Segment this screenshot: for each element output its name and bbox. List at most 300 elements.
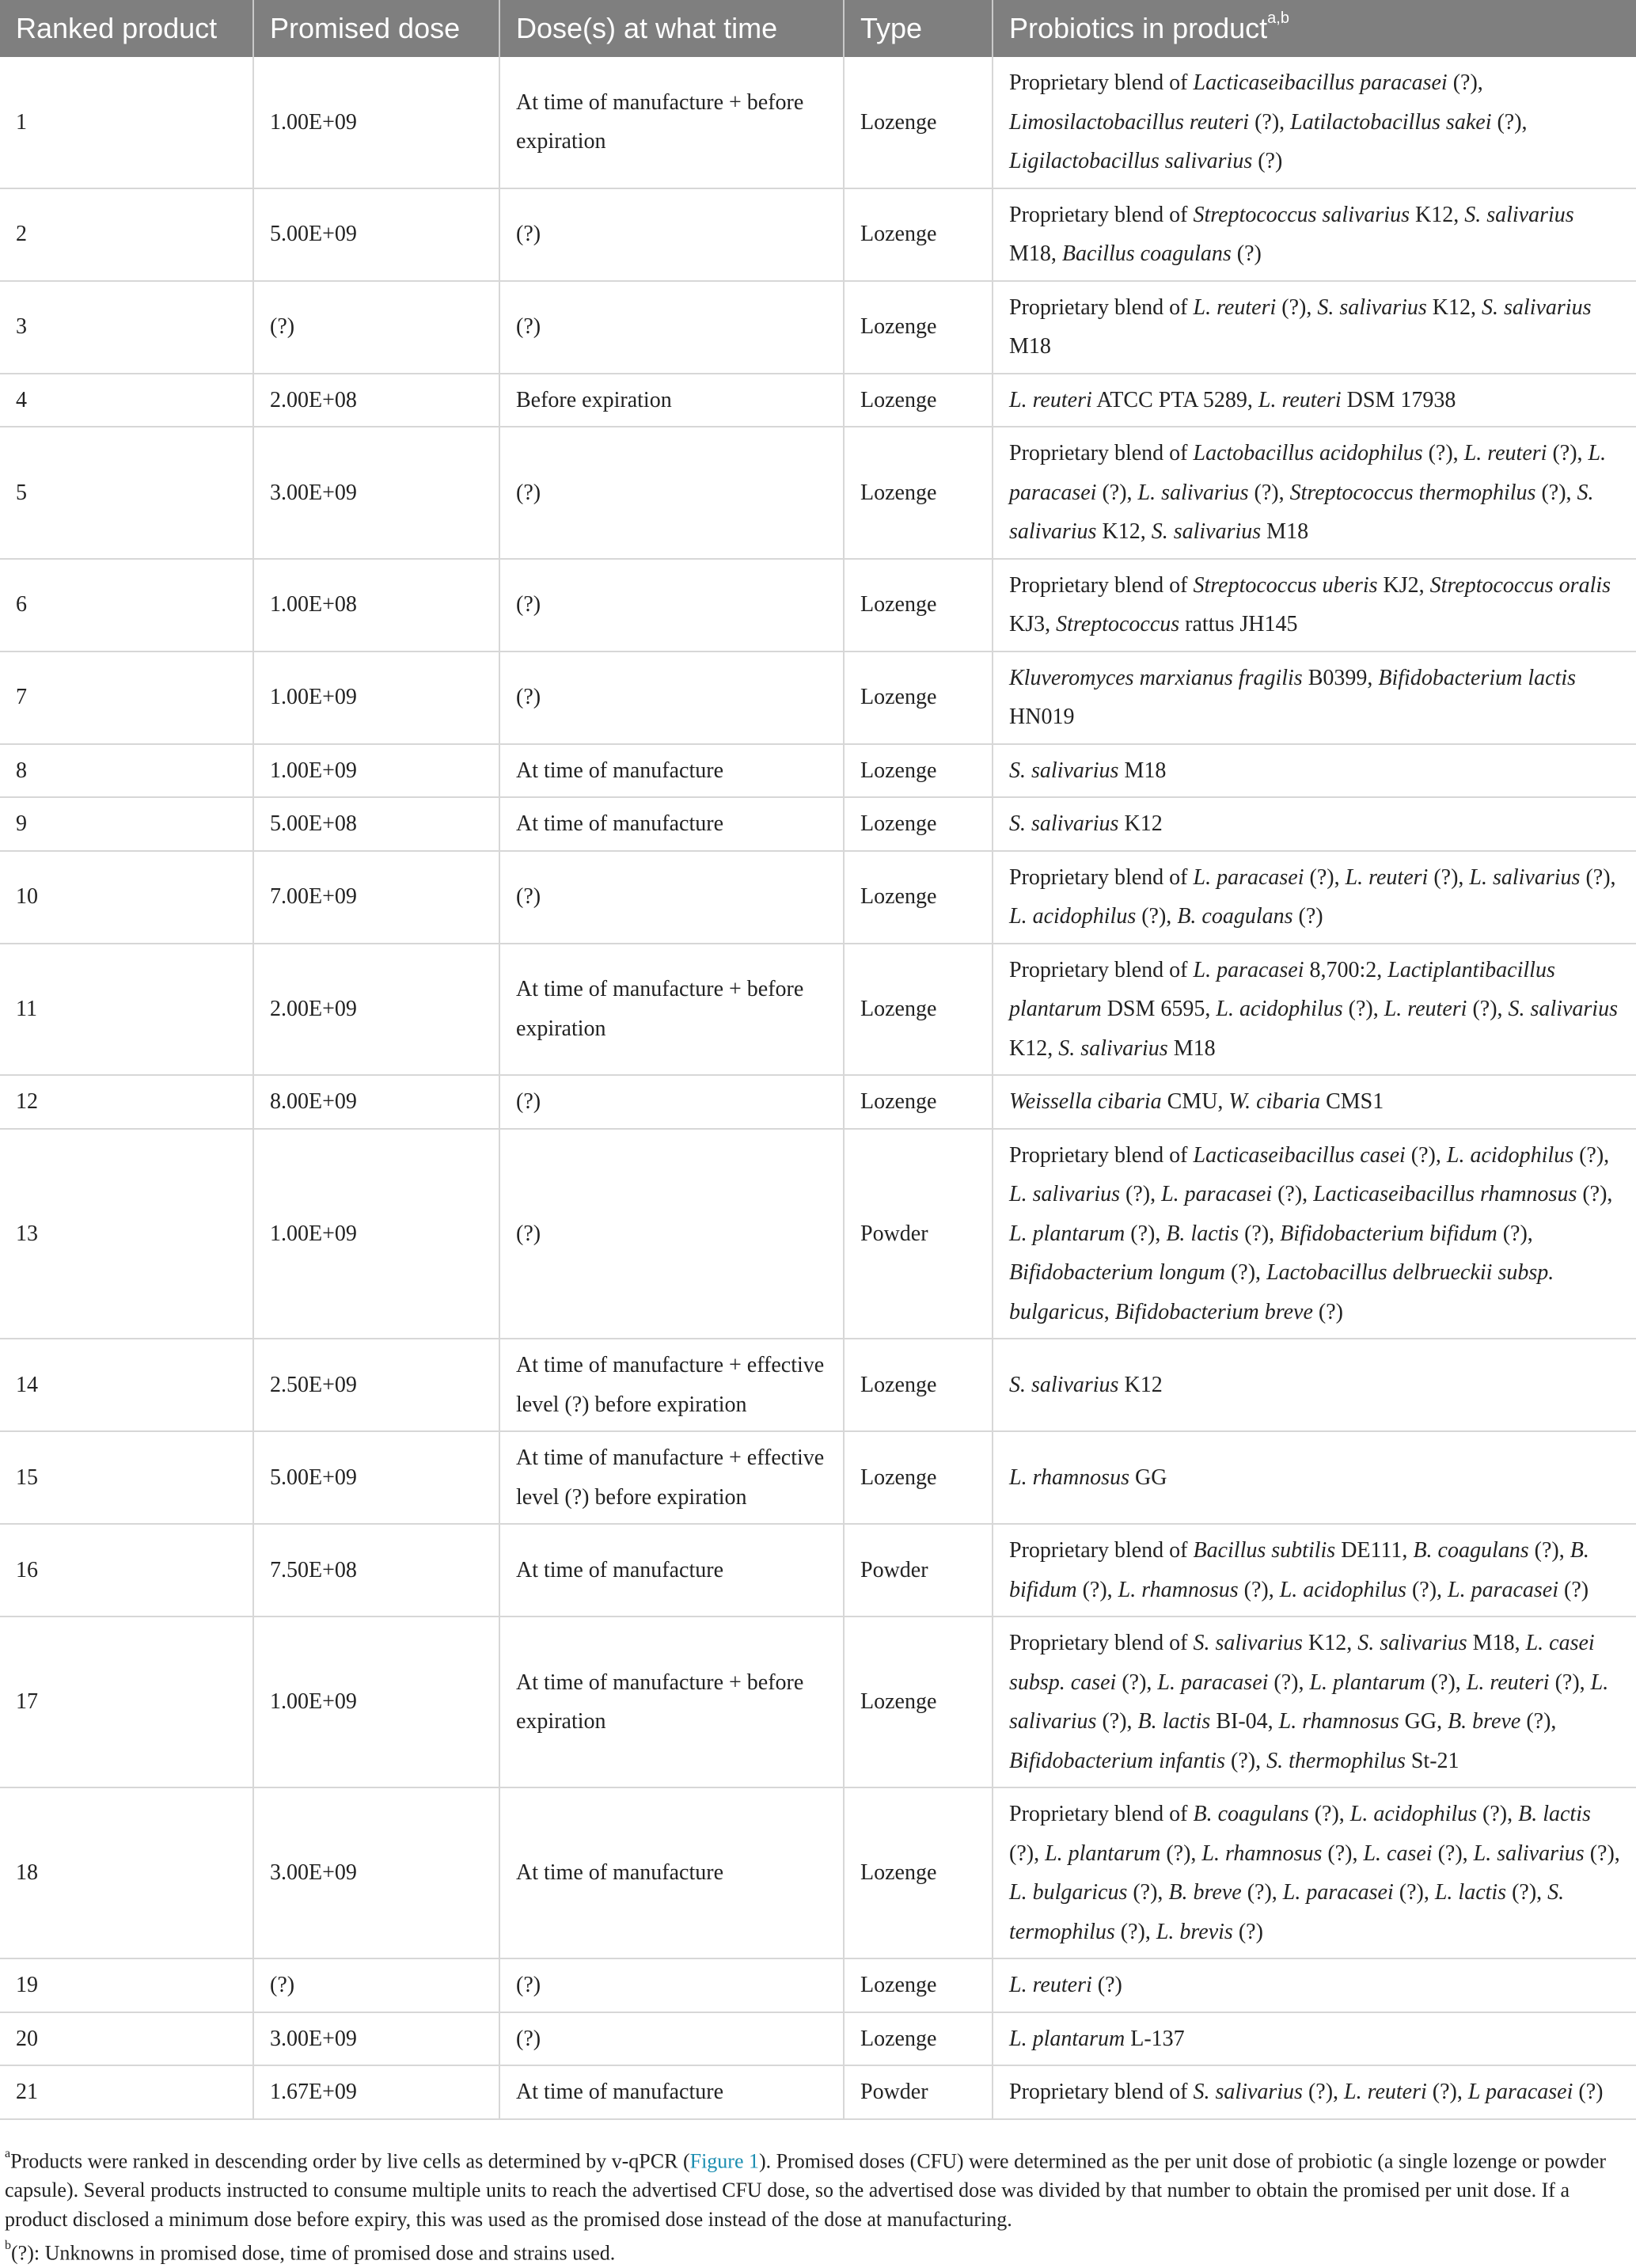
table-row [0, 851, 1636, 944]
probiotic-text: Proprietary blend of [1009, 70, 1194, 95]
cell-rank: 17 [0, 1616, 253, 1787]
species-name: S. salivarius [1193, 2080, 1303, 2104]
species-name: B. lactis [1166, 1221, 1239, 1246]
footnote-a-text-2: ). Promised doses (CFU) were determined as the per unit dose of probiotic (a single lozenge or powder capsule). Several products instructed to consume multiple units to reach the advertised CFU dose, so the advertised dose was divided by that number to obtain the promised per unit dose. If a product disclosed a minimum dose before expiry, this was used as the promised dose instead of the dose at manufacturing. [5, 2149, 1607, 2232]
cell-promised-dose: 5.00E+08 [253, 797, 499, 851]
table-row [0, 57, 1636, 188]
probiotic-text: (?), [1276, 294, 1318, 320]
cell-dose-time: (?) [499, 2012, 844, 2066]
cell-rank: 20 [0, 2012, 253, 2066]
probiotic-text: (?) [1091, 1973, 1122, 1997]
cell-dose-time: At time of manufacture [499, 744, 844, 798]
probiotic-text: (?), [1580, 864, 1616, 890]
cell-probiotics [993, 427, 1636, 559]
probiotic-text: (?), [1535, 480, 1577, 505]
probiotic-text: L-137 [1125, 2026, 1185, 2051]
cell-promised-dose: 3.00E+09 [253, 1787, 499, 1958]
table-row [0, 797, 1636, 851]
species-name: Lactiplantibacillus plantarum [1009, 957, 1555, 1021]
probiotic-text: (?) [1573, 2080, 1604, 2104]
species-name: Latilactobacillus sakei [1290, 109, 1492, 135]
table-row [0, 1075, 1636, 1129]
cell-rank: 2 [0, 188, 253, 281]
cell-type: Lozenge [844, 559, 993, 652]
species-name: Weissella cibaria [1009, 1089, 1162, 1114]
species-name: L. casei subsp. casei [1009, 1631, 1595, 1695]
probiotic-text: M18 [1167, 1035, 1216, 1061]
cell-rank: 19 [0, 1958, 253, 2012]
cell-rank: 8 [0, 744, 253, 798]
cell-type: Lozenge [844, 281, 993, 374]
cell-dose-time: At time of manufacture + before expiration [499, 1616, 844, 1787]
cell-rank: 6 [0, 559, 253, 652]
probiotic-text: (?), [1497, 1221, 1533, 1246]
species-name: L. acidophilus [1279, 1577, 1406, 1602]
cell-promised-dose: 1.00E+08 [253, 559, 499, 652]
cell-dose-time: (?) [499, 652, 844, 744]
cell-probiotics [993, 2012, 1636, 2066]
species-name: L paracasei [1467, 2080, 1573, 2104]
probiotic-text: (?), [1322, 1841, 1364, 1866]
cell-probiotics [993, 374, 1636, 427]
cell-type: Lozenge [844, 2012, 993, 2066]
probiotic-text: BI-04, [1210, 1709, 1279, 1734]
probiotic-text: (?), [1477, 1802, 1519, 1826]
species-name: L. salivarius [1009, 1670, 1609, 1734]
probiotic-text: (?), [1225, 1748, 1267, 1773]
cell-dose-time: At time of manufacture [499, 1524, 844, 1616]
species-name: S. salivarius [1151, 519, 1262, 544]
probiotic-text: Proprietary blend of [1009, 1142, 1194, 1168]
species-name: L. reuteri [1463, 441, 1547, 465]
species-name: S. salivarius [1009, 811, 1119, 836]
cell-type: Lozenge [844, 1787, 993, 1958]
probiotic-text: (?), [1432, 1841, 1474, 1866]
probiotic-text: (?), [1308, 1802, 1350, 1826]
species-name: W. cibaria [1228, 1089, 1321, 1114]
cell-promised-dose: 2.50E+09 [253, 1339, 499, 1431]
species-name: L. rhamnosus [1118, 1577, 1239, 1602]
species-name: B. coagulans [1413, 1538, 1529, 1563]
table-row [0, 944, 1636, 1076]
probiotic-text: (?), [1577, 1182, 1613, 1206]
probiotic-text: M18, [1467, 1631, 1526, 1655]
cell-rank: 10 [0, 851, 253, 944]
probiotic-text: DSM 17938 [1341, 387, 1456, 412]
table-row [0, 1787, 1636, 1958]
probiotic-text: CMU, [1161, 1089, 1229, 1114]
species-name: S. termophilus [1009, 1880, 1565, 1944]
probiotic-text: (?), [1447, 70, 1483, 95]
probiotic-text: Proprietary blend of [1009, 864, 1194, 890]
cell-promised-dose: 1.00E+09 [253, 652, 499, 744]
probiotic-text: (?), [1136, 904, 1178, 929]
cell-probiotics [993, 1787, 1636, 1958]
probiotic-text: (?) [1231, 241, 1262, 266]
cell-rank: 3 [0, 281, 253, 374]
footnote-a [5, 2142, 1622, 2235]
probiotic-text: (?), [1116, 1670, 1158, 1695]
probiotic-text: CMS1 [1320, 1089, 1384, 1114]
species-name: S. salivarius [1317, 294, 1427, 320]
probiotic-text: (?), [1304, 864, 1346, 890]
species-name: Streptococcus thermophilus [1289, 480, 1536, 505]
species-name: L. reuteri [1384, 997, 1467, 1021]
table-row [0, 2012, 1636, 2066]
cell-type: Powder [844, 2065, 993, 2119]
probiotic-text: (?), [1248, 480, 1290, 505]
cell-probiotics [993, 57, 1636, 188]
species-name: L. paracasei [1448, 1577, 1559, 1602]
probiotic-text: KJ3, [1009, 612, 1057, 636]
species-name: Streptococcus uberis [1193, 572, 1378, 598]
species-name: Bacillus subtilis [1193, 1538, 1336, 1563]
cell-dose-time: At time of manufacture + effective level (?) before expiration [499, 1339, 844, 1431]
cell-promised-dose: 2.00E+08 [253, 374, 499, 427]
species-name: B. lactis [1518, 1802, 1591, 1826]
cell-promised-dose: 7.50E+08 [253, 1524, 499, 1616]
probiotic-text: (?), [1160, 1841, 1202, 1866]
probiotic-text: K12 [1118, 1372, 1163, 1397]
probiotic-text: (?), [1272, 1182, 1314, 1206]
table-row [0, 374, 1636, 427]
header-dose-time: Dose(s) at what time [499, 0, 844, 57]
probiotic-text: (?) [1558, 1577, 1589, 1602]
species-name: S. salivarius [1482, 294, 1592, 320]
species-name: B. coagulans [1177, 904, 1293, 929]
species-name: Bacillus coagulans [1061, 241, 1232, 266]
cell-type: Lozenge [844, 188, 993, 281]
species-name: B. breve [1168, 1880, 1242, 1905]
table-header [0, 0, 1636, 57]
species-name: Lacticaseibacillus rhamnosus [1313, 1182, 1577, 1206]
probiotic-text: St-21 [1405, 1748, 1459, 1773]
species-name: S. thermophilus [1266, 1748, 1406, 1773]
species-name: L. reuteri [1344, 2080, 1427, 2104]
species-name: L. salivarius [1469, 864, 1581, 890]
species-name: S. salivarius [1357, 1631, 1467, 1655]
species-name: Streptococcus [1056, 612, 1180, 636]
species-name: L. paracasei [1193, 957, 1304, 982]
probiotic-text: GG, [1399, 1709, 1448, 1734]
probiotic-text: (?), [1491, 109, 1528, 135]
header-ranked-product: Ranked product [0, 0, 253, 57]
cell-dose-time: (?) [499, 1129, 844, 1339]
species-name: L. plantarum [1009, 2026, 1125, 2051]
table-row [0, 2065, 1636, 2119]
table-row [0, 1339, 1636, 1431]
cell-dose-time: (?) [499, 1958, 844, 2012]
probiotic-text: (?), [1120, 1182, 1162, 1206]
species-name: L. rhamnosus [1278, 1709, 1399, 1734]
cell-promised-dose: 2.00E+09 [253, 944, 499, 1076]
cell-probiotics [993, 1339, 1636, 1431]
cell-probiotics [993, 1524, 1636, 1616]
probiotic-text: K12, [1426, 294, 1482, 320]
probiotic-text: (?), [1422, 441, 1464, 465]
cell-probiotics [993, 1129, 1636, 1339]
cell-probiotics [993, 281, 1636, 374]
cell-dose-time: (?) [499, 1075, 844, 1129]
table-row [0, 1431, 1636, 1524]
species-name: L. reuteri [1009, 1973, 1092, 1997]
probiotic-text: , [1103, 1299, 1115, 1324]
probiotic-text: Proprietary blend of [1009, 202, 1194, 227]
cell-promised-dose: 5.00E+09 [253, 1431, 499, 1524]
cell-dose-time: At time of manufacture + effective level (?) before expiration [499, 1431, 844, 1524]
species-name: Limosilactobacillus reuteri [1009, 109, 1250, 135]
footnote-a-mark: a [5, 2146, 11, 2160]
cell-type: Lozenge [844, 427, 993, 559]
probiotic-text: (?) [1232, 1919, 1263, 1944]
species-name: S. salivarius [1009, 1372, 1119, 1397]
cell-rank: 16 [0, 1524, 253, 1616]
table-row [0, 559, 1636, 652]
probiotic-text: (?), [1238, 1577, 1280, 1602]
cell-dose-time: At time of manufacture [499, 1787, 844, 1958]
probiotic-text: (?), [1520, 1709, 1557, 1734]
species-name: L. reuteri [1009, 387, 1092, 412]
probiotic-text: M18, [1009, 241, 1062, 266]
cell-promised-dose: 7.00E+09 [253, 851, 499, 944]
species-name: L. salivarius [1473, 1841, 1585, 1866]
species-name: L. reuteri [1345, 864, 1429, 890]
species-name: L. acidophilus [1446, 1142, 1574, 1168]
cell-type: Lozenge [844, 744, 993, 798]
cell-probiotics [993, 851, 1636, 944]
cell-probiotics [993, 652, 1636, 744]
header-footnote-marks: a,b [1267, 9, 1289, 27]
cell-dose-time: (?) [499, 427, 844, 559]
cell-dose-time: At time of manufacture [499, 2065, 844, 2119]
probiotic-text: Proprietary blend of [1009, 1802, 1194, 1826]
cell-type: Lozenge [844, 1616, 993, 1787]
cell-dose-time: At time of manufacture + before expiration [499, 57, 844, 188]
probiotic-text: (?) [1252, 149, 1283, 173]
species-name: B. bifidum [1009, 1538, 1589, 1602]
cell-promised-dose: 1.00E+09 [253, 57, 499, 188]
cell-promised-dose: 3.00E+09 [253, 427, 499, 559]
probiotic-text: (?), [1114, 1919, 1156, 1944]
species-name: L. bulgaricus [1009, 1880, 1128, 1905]
species-name: L. lactis [1434, 1880, 1507, 1905]
footnotes [0, 2142, 1636, 2268]
table-row [0, 188, 1636, 281]
species-name: S. salivarius [1009, 480, 1594, 544]
species-name: L. paracasei [1009, 441, 1607, 505]
species-name: Streptococcus oralis [1429, 572, 1611, 598]
cell-type: Powder [844, 1524, 993, 1616]
cell-promised-dose: 5.00E+09 [253, 188, 499, 281]
probiotic-text: K12, [1009, 1035, 1059, 1061]
cell-rank: 15 [0, 1431, 253, 1524]
probiotic-text: ATCC PTA 5289, [1091, 387, 1258, 412]
footnote-b-text: (?): Unknowns in promised dose, time of promised dose and strains used. [11, 2241, 616, 2265]
header-row [0, 0, 1636, 57]
probiotic-text: (?), [1125, 1221, 1167, 1246]
species-name: L. plantarum [1045, 1841, 1161, 1866]
probiotic-text: (?), [1428, 864, 1470, 890]
cell-probiotics [993, 559, 1636, 652]
probiotic-text: (?), [1096, 480, 1138, 505]
table-row [0, 281, 1636, 374]
species-name: Bifidobacterium bifidum [1280, 1221, 1497, 1246]
probiotic-text: (?), [1467, 997, 1509, 1021]
table-row [0, 1958, 1636, 2012]
probiotic-text: (?), [1076, 1577, 1118, 1602]
probiotic-text: (?), [1342, 997, 1384, 1021]
cell-promised-dose: 1.00E+09 [253, 1616, 499, 1787]
species-name: L. acidophilus [1349, 1802, 1478, 1826]
cell-type: Lozenge [844, 1431, 993, 1524]
cell-type: Lozenge [844, 797, 993, 851]
probiotic-text: Proprietary blend of [1009, 294, 1194, 320]
species-name: Streptococcus salivarius [1193, 202, 1410, 227]
probiotic-text: (?), [1405, 1142, 1447, 1168]
cell-promised-dose: (?) [253, 1958, 499, 2012]
species-name: L. acidophilus [1009, 904, 1137, 929]
species-name: B. lactis [1137, 1709, 1211, 1734]
table-row [0, 427, 1636, 559]
probiotic-text: DSM 6595, [1101, 997, 1217, 1021]
probiotic-text: M18 [1009, 334, 1051, 359]
probiotic-text: Proprietary blend of [1009, 441, 1194, 465]
probiotic-text: rattus JH145 [1179, 612, 1298, 636]
cell-rank: 9 [0, 797, 253, 851]
probiotic-text: M18 [1261, 519, 1309, 544]
probiotic-text: (?), [1241, 1880, 1283, 1905]
species-name: L. reuteri [1193, 294, 1277, 320]
probiotic-text: (?), [1302, 2080, 1345, 2104]
cell-probiotics [993, 1431, 1636, 1524]
cell-dose-time: (?) [499, 188, 844, 281]
cell-probiotics [993, 1958, 1636, 2012]
cell-probiotics [993, 2065, 1636, 2119]
probiotic-text: (?), [1249, 109, 1291, 135]
species-name: L. salivarius [1009, 1182, 1121, 1206]
cell-probiotics [993, 1616, 1636, 1787]
cell-dose-time: Before expiration [499, 374, 844, 427]
cell-probiotics [993, 1075, 1636, 1129]
species-name: L. rhamnosus [1201, 1841, 1323, 1866]
probiotic-text: (?), [1573, 1142, 1610, 1168]
footnote-b [5, 2234, 1622, 2268]
species-name: S. salivarius [1058, 1035, 1168, 1061]
species-name: L. reuteri [1466, 1670, 1550, 1695]
probiotic-text: KJ2, [1377, 572, 1430, 598]
table-row [0, 652, 1636, 744]
probiotic-text: (?), [1096, 1709, 1138, 1734]
footnote-b-mark: b [5, 2239, 11, 2253]
probiotic-text: (?), [1547, 441, 1589, 465]
species-name: L. rhamnosus [1009, 1465, 1129, 1490]
cell-type: Lozenge [844, 1339, 993, 1431]
species-name: L. plantarum [1309, 1670, 1425, 1695]
species-name: S. salivarius [1009, 758, 1119, 783]
species-name: Bifidobacterium breve [1114, 1299, 1313, 1324]
probiotic-text: (?), [1406, 1577, 1448, 1602]
species-name: L. plantarum [1009, 1221, 1125, 1246]
table-row [0, 1129, 1636, 1339]
cell-rank: 21 [0, 2065, 253, 2119]
probiotic-text: Proprietary blend of [1009, 572, 1194, 598]
header-probiotics: Probiotics in product$^{a,b}$ [993, 0, 1636, 57]
header-promised-dose: Promised dose [253, 0, 499, 57]
cell-probiotics [993, 797, 1636, 851]
cell-type: Lozenge [844, 851, 993, 944]
cell-probiotics [993, 744, 1636, 798]
species-name: Bifidobacterium lactis [1378, 665, 1577, 690]
species-name: L. paracasei [1193, 864, 1304, 890]
probiotic-text: (?), [1239, 1221, 1281, 1246]
cell-rank: 13 [0, 1129, 253, 1339]
probiotic-text: K12, [1302, 1631, 1358, 1655]
table-row [0, 1616, 1636, 1787]
probiotic-text: Proprietary blend of [1009, 1631, 1194, 1655]
species-name: Lactobacillus delbrueckii subsp. bulgaricus [1009, 1260, 1554, 1324]
figure-1-link[interactable]: Figure 1 [689, 2149, 759, 2173]
probiotic-text: GG [1129, 1465, 1167, 1490]
species-name: L. paracasei [1157, 1670, 1269, 1695]
cell-promised-dose: 3.00E+09 [253, 2012, 499, 2066]
probiotic-text: (?), [1009, 1841, 1046, 1866]
probiotic-text: K12, [1096, 519, 1152, 544]
cell-rank: 11 [0, 944, 253, 1076]
cell-type: Lozenge [844, 57, 993, 188]
footnote-a-text-1: Products were ranked in descending order by live cells as determined by v-qPCR ( [10, 2149, 690, 2173]
probiotic-text: (?), [1425, 1670, 1467, 1695]
species-name: L. casei [1363, 1841, 1433, 1866]
species-name: L. salivarius [1137, 480, 1249, 505]
cell-type: Lozenge [844, 652, 993, 744]
probiotic-text: Proprietary blend of [1009, 2080, 1194, 2104]
probiotic-text: (?), [1393, 1880, 1435, 1905]
table-row [0, 1524, 1636, 1616]
cell-type: Lozenge [844, 374, 993, 427]
cell-rank: 12 [0, 1075, 253, 1129]
cell-rank: 1 [0, 57, 253, 188]
probiotic-text: (?), [1584, 1841, 1620, 1866]
probiotic-text: 8,700:2, [1304, 957, 1388, 982]
probiotic-text: Proprietary blend of [1009, 957, 1194, 982]
cell-dose-time: (?) [499, 851, 844, 944]
cell-promised-dose: 8.00E+09 [253, 1075, 499, 1129]
probiotic-text: (?) [1292, 904, 1323, 929]
table-row [0, 744, 1636, 798]
probiotic-text: (?), [1127, 1880, 1169, 1905]
species-name: S. salivarius [1508, 997, 1618, 1021]
species-name: L. reuteri [1258, 387, 1342, 412]
cell-promised-dose: (?) [253, 281, 499, 374]
cell-promised-dose: 1.00E+09 [253, 1129, 499, 1339]
cell-probiotics [993, 188, 1636, 281]
cell-type: Powder [844, 1129, 993, 1339]
cell-dose-time: At time of manufacture + before expiration [499, 944, 844, 1076]
cell-dose-time: (?) [499, 281, 844, 374]
species-name: Bifidobacterium longum [1009, 1260, 1225, 1285]
species-name: Lactobacillus acidophilus [1193, 441, 1423, 465]
cell-type: Lozenge [844, 944, 993, 1076]
probiotic-text: HN019 [1009, 705, 1075, 729]
cell-rank: 4 [0, 374, 253, 427]
probiotic-text: (?), [1268, 1670, 1310, 1695]
probiotic-text: M18 [1118, 758, 1167, 783]
cell-type: Lozenge [844, 1075, 993, 1129]
probiotic-text: (?), [1549, 1670, 1591, 1695]
cell-type: Lozenge [844, 1958, 993, 2012]
species-name: Lacticaseibacillus casei [1193, 1142, 1406, 1168]
cell-probiotics [993, 944, 1636, 1076]
